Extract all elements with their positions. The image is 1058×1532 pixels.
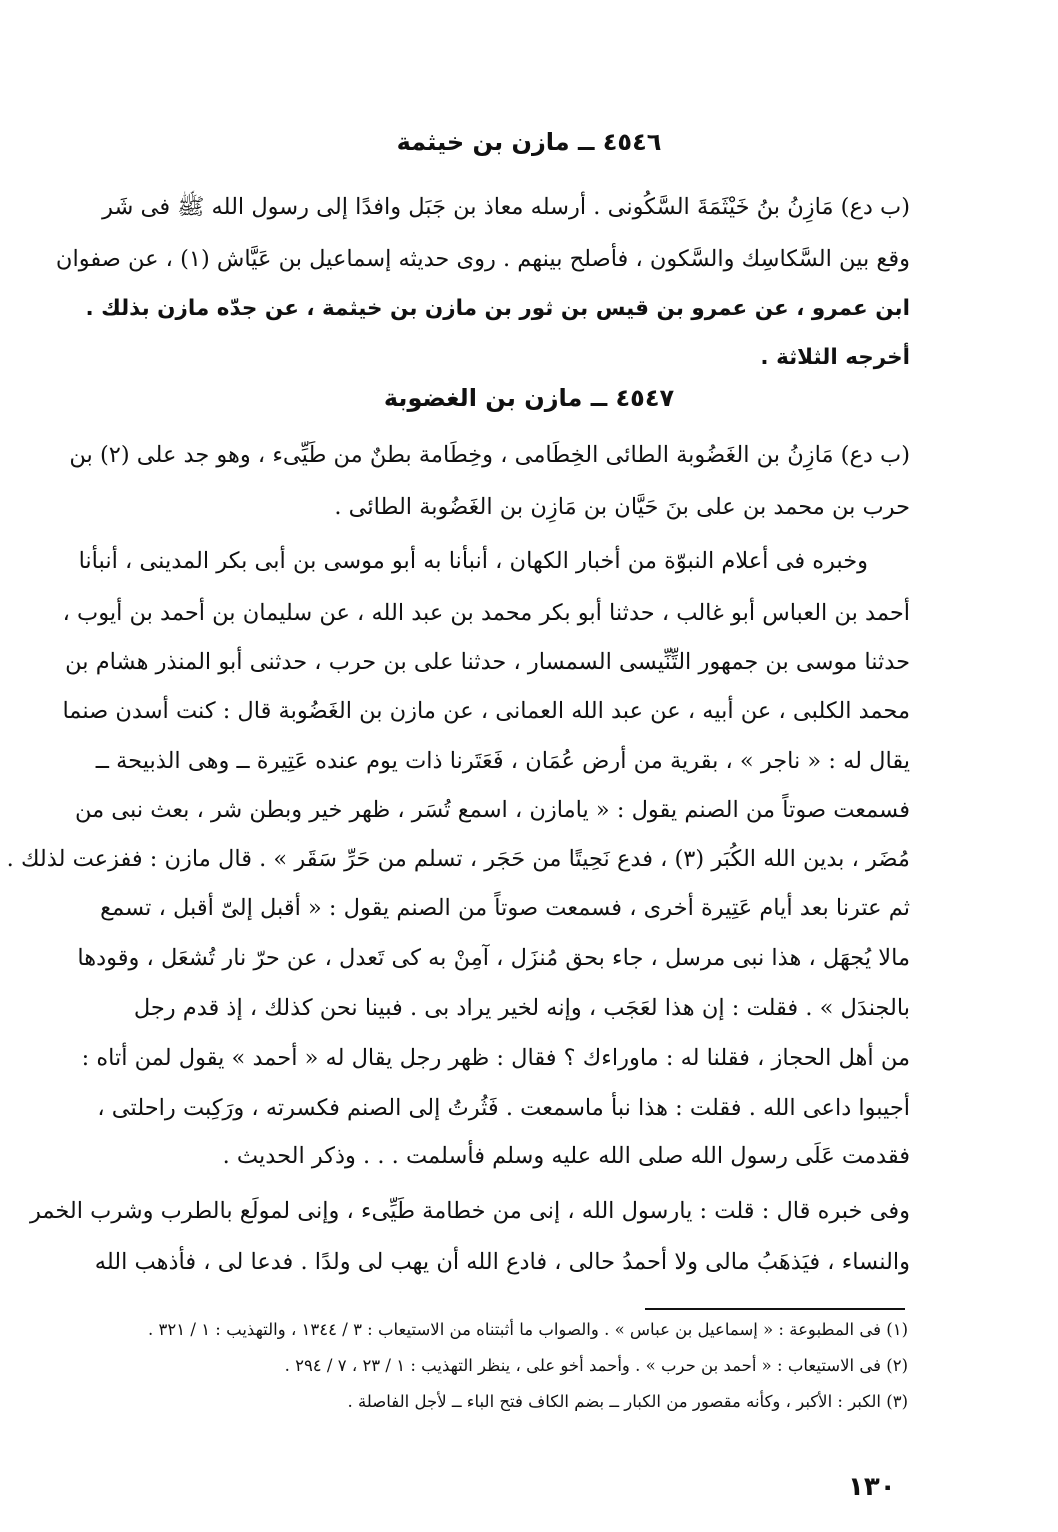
text-line: أجيبوا داعى الله . فقلت : هذا نبأ ماسمعت . فَثُرتُ إلى الصنم فكسرته ، ورَكِبت راحلتى ، [97,1095,910,1121]
footnote-divider [645,1308,905,1310]
text-line: حدثنا موسى بن جمهور التِّنِّيسى السمسار ، حدثنا على بن حرب ، حدثنى أبو المنذر هشام بن [65,649,910,675]
text-line: وخبره فى أعلام النبوّة من أخبار الكهان ، أنبأنا به أبو موسى بن أبى بكر المدينى ، أنبأنا [78,548,868,574]
page-number: ١٣٠ [848,1472,896,1502]
footnote-3: (٣) الكبر : الأكبر ، وكأنه مقصور من الكبار ــ بضم الكاف فتح الباء ــ لأجل الفاصلة . [347,1392,908,1411]
text-line: حرب بن محمد بن على بنَ حَيَّان بن مَازِن بن الغَضُوبة الطائى . [334,494,910,520]
text-line: محمد الكلبى ، عن أبيه ، عن عبد الله العمانى ، عن مازن بن الغَضُوبة قال : كنت أسدن صنما [62,698,910,724]
text-line: من أهل الحجاز ، فقلنا له : ماوراءك ؟ فقال : ظهر رجل يقال له « أحمد » يقول لمن أتاه : [81,1045,910,1071]
entry-heading-4546: ٤٥٤٦ ــ مازن بن خيثمة [396,128,662,156]
text-line: (ب دع) مَازِنُ بن الغَضُوبة الطائى الخِطَامى ، وخِطَامة بطنٌ من طَيِّىء ، وهو جد على (٢) بن [69,442,910,468]
text-line: (ب دع) مَازِنُ بنُ خَيْثَمَةَ السَّكُونى . أرسله معاذ بن جَبَل وافدًا إلى رسول الله ﷺ فى شَر [102,194,910,220]
text-line: مُضَر ، بدين الله الكُبَر (٣) ، فدع نَحِيتًا من حَجَر ، تسلم من حَرِّ سَقَر » . قال مازن : ففزعت لذلك . [6,846,910,872]
entry-heading-4547: ٤٥٤٧ ــ مازن بن الغضوبة [383,384,675,412]
footnote-1: (١) فى المطبوعة : « إسماعيل بن عباس » . والصواب ما أثبتناه من الاستيعاب : ٣ / ١٣٤٤ ، والتهذيب : ١ / ٣٢١ . [148,1320,908,1339]
text-line: فسمعت صوتاً من الصنم يقول : « يامازن ، اسمع تُسَر ، ظهر خير وبطن شر ، بعث نبى من [74,797,910,823]
text-line: فقدمت عَلَى رسول الله صلى الله عليه وسلم فأسلمت . . . وذكر الحديث . [222,1143,910,1169]
text-line: ثم عترنا بعد أيام عَتِيرة أخرى ، فسمعت صوتاً من الصنم يقول : « أقبل إلىّ أقبل ، تسمع [100,895,910,921]
text-line: وفى خبره قال : قلت : يارسول الله ، إنى من خطامة طَيِّىء ، وإنى لمولَع بالطرب وشرب الخمر [29,1198,910,1224]
footnote-2: (٢) فى الاستيعاب : « أحمد بن حرب » . وأحمد أخو على ، ينظر التهذيب : ١ / ٢٣ ، ٧ / ٢٩٤ . [284,1356,908,1375]
text-line: يقال له : « ناجر » ، بقرية من أرض عُمَان ، فَعَتَرنا ذات يوم عنده عَتِيرة ــ وهى الذبيحة ــ [95,748,910,774]
text-line: وقع بين السَّكاسِك والسَّكون ، فأصلح بينهم . روى حديثه إسماعيل بن عَيَّاش (١) ، عن صفوان [55,246,910,272]
text-line: أحمد بن العباس أبو غالب ، حدثنا أبو بكر محمد بن عبد الله ، عن سليمان بن أحمد بن أيوب ، [62,600,910,626]
text-line: مالا يُجهَل ، هذا نبى مرسل ، جاء بحق مُنزَل ، آمِنْ به كى تَعدل ، عن حرّ نار تُشعَل ، وقودها [77,945,910,971]
text-line: ابن عمرو ، عن عمرو بن قيس بن ثور بن مازن بن خيثمة ، عن جدّه مازن بذلك . [85,296,910,321]
text-line: بالجندَل » . فقلت : إن هذا لعَجَب ، وإنه لخير يراد بى . فبينا نحن كذلك ، إذ قدم رجل [133,995,910,1021]
text-line: والنساء ، فيَذهَبُ مالى ولا أحمدُ حالى ، فادع الله أن يهب لى ولدًا . فدعا لى ، فأذهب الله [94,1249,910,1275]
text-line: أخرجه الثلاثة . [760,345,910,370]
